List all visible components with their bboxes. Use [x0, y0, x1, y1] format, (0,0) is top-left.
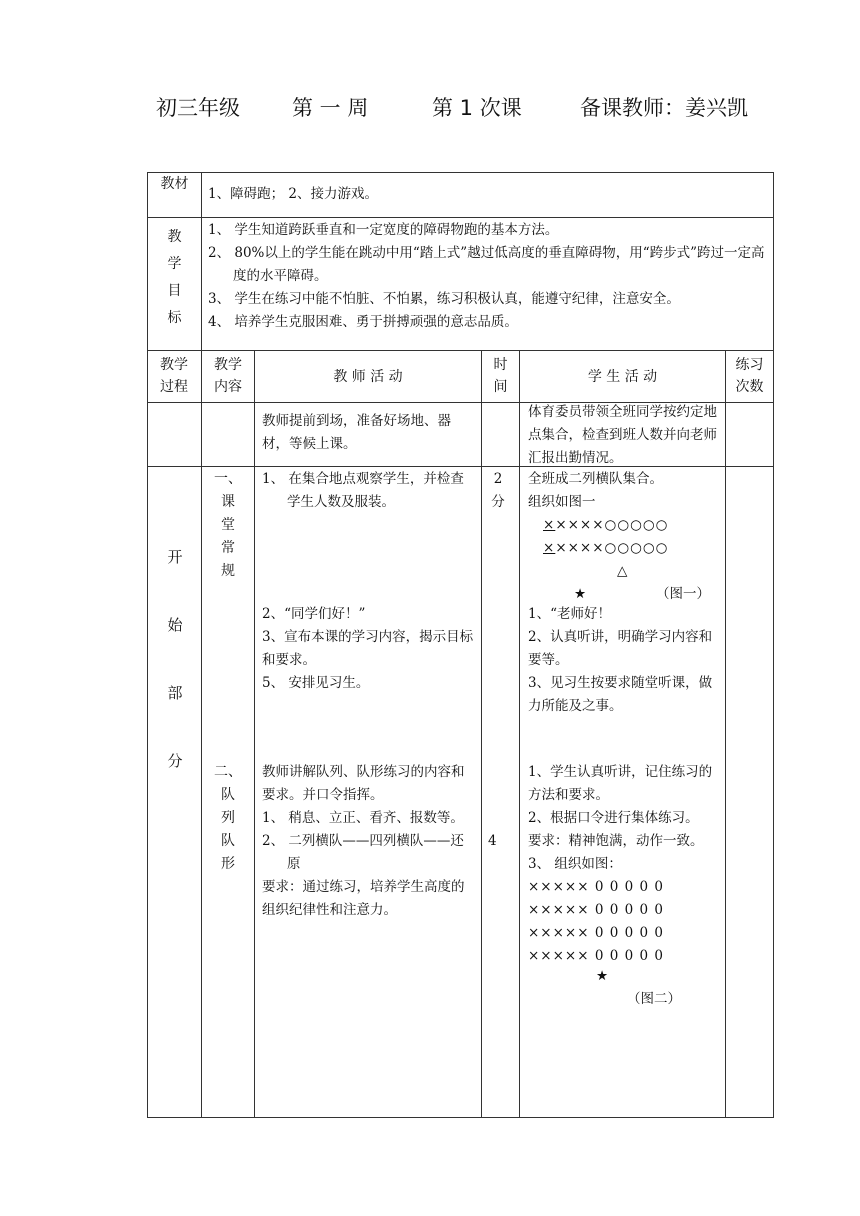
col-header-process: 教学过程 [160, 357, 188, 395]
objectives-list [208, 219, 770, 334]
figure-2-row: ××××× 0 0 0 0 0 [528, 902, 664, 918]
lesson-label: 第 1 次课 [432, 96, 522, 120]
figure-2-row: ××××× 0 0 0 0 0 [528, 879, 664, 895]
figure-2-row: ××××× 0 0 0 0 0 [528, 925, 664, 941]
figure-1-row: ×××××○○○○○ [543, 517, 669, 533]
formation-title: 二、 队 列 队 形 [214, 764, 242, 872]
col-header-time: 时间 [493, 357, 508, 395]
figure-2-caption: （图二） [627, 991, 681, 1007]
teacher-triangle-icon: △ [617, 563, 628, 579]
figure-1-formation [543, 514, 723, 560]
materials-label: 教材 [160, 176, 189, 192]
col-header-content: 教学内容 [214, 357, 242, 395]
objectives-label: 教 学 目 标 [167, 229, 182, 326]
start-section-label: 开 始 部 分 [167, 548, 183, 770]
col-header-student: 学 生 活 动 [587, 369, 658, 385]
page-header [156, 92, 796, 122]
materials-content: 1、障碍跑； 2、接力游戏。 [208, 186, 378, 202]
star-icon: ★ [574, 586, 587, 602]
figure-1-row: ×××××○○○○○ [543, 540, 669, 556]
objective-item: 1、 学生知道跨跃垂直和一定宽度的障碍物跑的基本方法。 [208, 222, 559, 238]
grade-label: 初三年级 [156, 96, 240, 120]
figure-2-row: ××××× 0 0 0 0 0 [528, 948, 664, 964]
routine-teacher-steps: 2、“同学们好！” 3、宣布本课的学习内容，揭示目标和要求。 5、 安排见习生。 [262, 606, 474, 691]
objective-item: 3、 学生在练习中能不怕脏、不怕累，练习积极认真，能遵守纪律，注意安全。 [208, 291, 680, 307]
star-icon: ★ [596, 968, 609, 984]
figure-2-formation [528, 876, 723, 968]
objective-item: 4、 培养学生克服困难、勇于拼搏顽强的意志品质。 [208, 314, 518, 330]
col-header-teacher: 教 师 活 动 [333, 369, 403, 385]
routine-teacher-step-1: 1、 在集合地点观察学生，并检查学生人数及服装。 [262, 471, 464, 510]
figure-1-caption: （图一） [656, 586, 710, 602]
routine-student-intro: 全班成二列横队集合。 组织如图一 [528, 471, 663, 510]
col-header-reps: 练习次数 [735, 357, 764, 395]
formation-teacher-activities: 教师讲解队列、队形练习的内容和要求。并口令指挥。 1、 稍息、立正、看齐、报数等。 2、 二列横队——四列横队——还原 要求：通过练习，培养学生高度的组织纪律性和注意力。 [262, 764, 465, 918]
teacher-label: 备课教师：姜兴凯 [580, 96, 748, 120]
week-label: 第 一 周 [292, 96, 369, 120]
objective-item: 2、 80%以上的学生能在跳动中用“踏上式”越过低高度的垂直障碍物，用“跨步式”跨过一定高度的水平障碍。 [208, 245, 765, 284]
formation-time: 4 [488, 833, 497, 849]
routine-time: 2 分 [491, 471, 505, 510]
formation-student-activities: 1、学生认真听讲，记住练习的方法和要求。 2、根据口令进行集体练习。 要求：精神饱满，动作一致。 3、 组织如图： [528, 764, 713, 872]
prep-teacher: 教师提前到场，准备好场地、器材，等候上课。 [262, 413, 451, 452]
prep-student: 体育委员带领全班同学按约定地点集合，检查到班人数并向老师汇报出勤情况。 [528, 404, 717, 466]
routine-student-steps: 1、“老师好！ 2、认真听讲，明确学习内容和要等。 3、见习生按要求随堂听课，做力所能及之事。 [528, 606, 713, 714]
routine-title: 一、 课 堂 常 规 [214, 471, 242, 579]
